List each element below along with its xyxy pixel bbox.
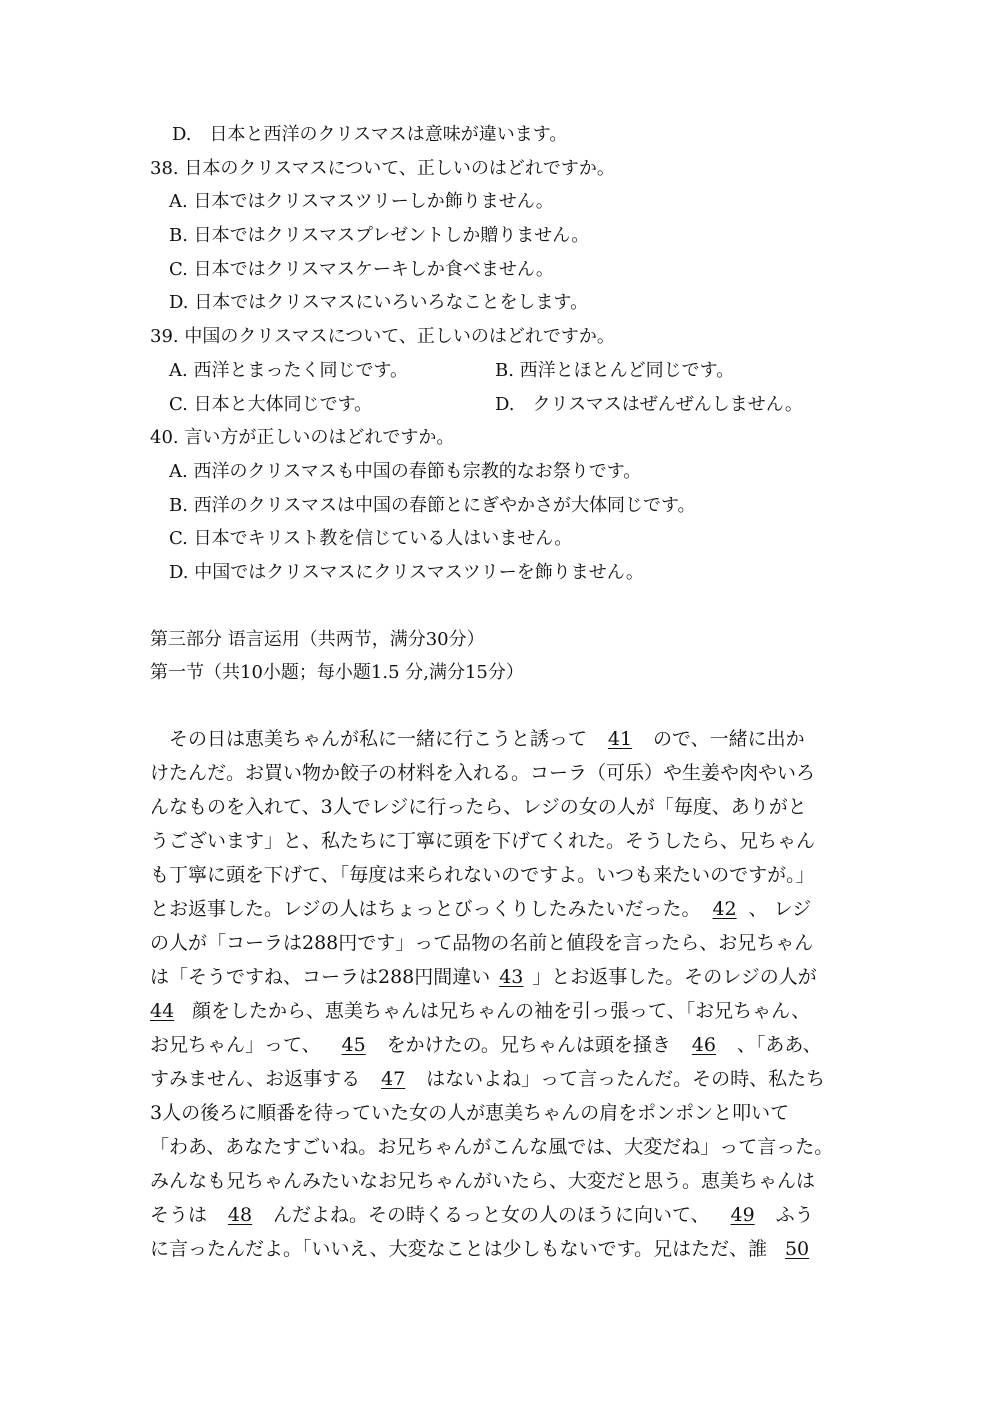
blank-44: 44 — [150, 999, 175, 1022]
passage-text: お兄ちゃん」って、 — [150, 1033, 321, 1056]
spacer — [150, 689, 850, 722]
passage-text: 」とお返事した。そのレジの人が — [532, 965, 817, 988]
passage-text: とお返事した。レジの人はちょっとびっくりしたみたいだった。 — [150, 897, 701, 920]
q39-stem: 39. 中国のクリスマスについて、正しいのはどれですか。 — [150, 326, 615, 348]
passage-text: は「そうですね、コーラは288円間違い — [150, 965, 491, 988]
blank-49: 49 — [730, 1203, 755, 1226]
passage-text: をかけたの。兄ちゃんは頭を掻き — [386, 1033, 671, 1056]
passage-text: ので、一緒に出か — [653, 727, 805, 750]
q38-option-c: C. 日本ではクリスマスケーキしか食べません。 — [169, 258, 554, 280]
blank-48: 48 — [227, 1203, 253, 1226]
passage-line: の人が「コーラは288円です」って品物の名前と値段を言ったら、お兄ちゃん — [150, 931, 814, 954]
q40-option-a: A. 西洋のクリスマスも中国の春節も宗教的なお祭りです。 — [169, 460, 642, 482]
blank-47: 47 — [381, 1067, 406, 1090]
blank-42: 42 — [712, 897, 737, 920]
passage-line: も丁寧に頭を下げて、「毎度は来られないのですよ。いつも来たいのですが。」 — [150, 863, 815, 886]
passage-line — [150, 1028, 844, 1062]
q39-option-d: D. クリスマスはぜんぜんしません。 — [495, 393, 803, 415]
passage-line — [150, 1232, 844, 1266]
passage-text: はないよね」って言ったんだ。その時、私たち — [426, 1067, 826, 1090]
exam-page — [150, 118, 850, 1266]
passage-text: に言ったんだよ。「いいえ、大変なことは少しもないです。兄はただ、誰 — [150, 1237, 768, 1260]
passage-line: うございます」と、私たちに丁寧に頭を下げてくれた。そうしたら、兄ちゃん — [150, 829, 816, 852]
q37-option-d: D. 日本と西洋のクリスマスは意味が違います。 — [172, 124, 568, 145]
passage-line: 3人の後ろに順番を待っていた女の人が恵美ちゃんの肩をポンポンと叩いて — [150, 1101, 790, 1124]
blank-45: 45 — [341, 1033, 366, 1056]
q39-option-b: B. 西洋とほとんど同じです。 — [495, 359, 735, 381]
passage-text: その日は恵美ちゃんが私に一緒に行こうと誘って — [150, 727, 588, 750]
passage-text: 、 レジ — [748, 897, 812, 920]
passage-text: んだよね。その時くるっと女の人のほうに向いて、 — [273, 1203, 710, 1226]
passage-line — [150, 1062, 844, 1096]
passage-line — [150, 722, 844, 756]
q38-stem: 38. 日本のクリスマスについて、正しいのはどれですか。 — [150, 157, 615, 179]
part3-title: 第三部分 语言运用（共两节，满分30分） — [150, 628, 485, 650]
q39-options-row-2 — [150, 388, 850, 422]
q40-option-d: D. 中国ではクリスマスにクリスマスツリーを飾りません。 — [169, 561, 644, 583]
q39-options-row-1 — [150, 354, 850, 388]
passage-line: 「わあ、あなたすごいね。お兄ちゃんがこんな風では、大変だね」って言った。 — [150, 1135, 834, 1158]
passage-line — [150, 892, 844, 926]
q39-option-a: A. 西洋とまったく同じです。 — [169, 359, 409, 381]
passage-line: みんなも兄ちゃんみたいなお兄ちゃんがいたら、大変だと思う。恵美ちゃんは — [150, 1169, 816, 1192]
spacer — [150, 590, 850, 623]
q40-option-c: C. 日本でキリスト教を信じている人はいません。 — [169, 528, 573, 550]
passage-text: そうは — [150, 1203, 208, 1226]
q38-option-d: D. 日本ではクリスマスにいろいろなことをします。 — [169, 292, 589, 314]
passage-line — [150, 1198, 844, 1232]
q40-stem: 40. 言い方が正しいのはどれですか。 — [150, 427, 455, 449]
blank-50: 50 — [784, 1237, 810, 1260]
passage-line — [150, 960, 844, 994]
q38-option-a: A. 日本ではクリスマスツリーしか飾りません。 — [169, 191, 554, 213]
passage-text: ふう — [775, 1203, 814, 1226]
q39-option-c: C. 日本と大体同じです。 — [169, 393, 373, 415]
q40-option-b: B. 西洋のクリスマスは中国の春節とにぎやかさが大体同じです。 — [169, 494, 696, 516]
passage-text: 顔をしたから、恵美ちゃんは兄ちゃんの袖を引っ張って、「お兄ちゃん、 — [192, 999, 811, 1022]
passage-line: んなものを入れて、3人でレジに行ったら、レジの女の人が「毎度、ありがと — [150, 795, 807, 818]
passage-line — [150, 994, 844, 1028]
blank-46: 46 — [691, 1033, 716, 1056]
blank-41: 41 — [607, 727, 633, 750]
passage-line: けたんだ。お買い物か餃子の材料を入れる。コーラ（可乐）や生姜や肉やいろ — [150, 761, 816, 784]
blank-43: 43 — [499, 965, 524, 988]
passage-text: すみません、お返事する — [150, 1067, 361, 1090]
part3-section1-title: 第一节（共10小题；每小题1.5 分,满分15分） — [150, 661, 524, 683]
q38-option-b: B. 日本ではクリスマスプレゼントしか贈りません。 — [169, 225, 590, 247]
passage-text: 、「ああ、 — [736, 1033, 822, 1056]
cloze-passage — [150, 722, 844, 1266]
